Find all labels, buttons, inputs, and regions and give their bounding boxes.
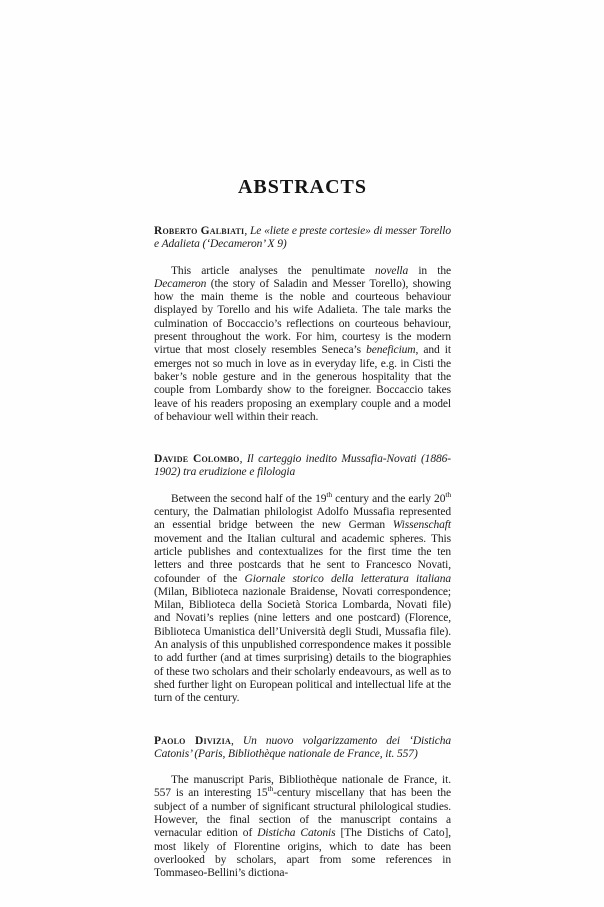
abstract-body: This article analyses the penultimate novella in the Decameron (the story of Saladin and Messer Torello), showing how the main theme is the noble and courteous behaviour displayed by Torello and his wife Adalieta. The tale marks the culmination of Boccaccio’s reflections on courteous behaviour, present throughout the work. For him, courtesy is the modern virtue that most closely resembles Seneca’s beneficium, and it emerges not so much in love as in everyday life, e.g. in Cisti the baker’s noble gesture and in the generous hospitality that the couple from Lombardy show to the foreigner. Boccaccio takes leave of his readers proposing an exemplary couple and a model of behaviour well within their reach.	[154, 264, 452, 423]
abstract-heading-separator: ,	[230, 734, 243, 747]
text-column	[154, 176, 451, 880]
page-title: ABSTRACTS	[237, 176, 368, 198]
abstract-body: The manuscript Paris, Bibliothèque nationale de France, it. 557 is an interesting 15th-century miscellany that has been the subject of a number of significant structural philological studies. However, the final section of the manuscript contains a vernacular edition of Disticha Catonis [The Distichs of Cato], most likely of Florentine origins, which to date has been overlooked by scholars, apart from some references in Tommaseo-Bellini’s dictiona-	[154, 774, 451, 880]
abstract-author: Roberto Galbiati	[154, 225, 245, 237]
abstract-heading	[154, 453, 451, 480]
abstract-heading	[154, 735, 451, 762]
abstract-body: Between the second half of the 19th century and the early 20th century, the Dalmatian philologist Adolfo Mussafia represented an essential bridge between the new German Wissenschaft movement and the Italian cultural and academic spheres. This article publishes and contextualizes for the first time the ten letters and three postcards that he sent to Francesco Novati, cofounder of the Giornale storico della letteratura italiana (Milan, Biblioteca nazionale Braidense, Novati correspondence; Milan, Biblioteca della Società Storica Lombarda, Novati file) and Novati’s replies (nine letters and one postcard) (Florence, Biblioteca Umanistica dell’Università degli Studi, Mussafia file). An analysis of this unpublished correspondence makes it possible to add further (and at times surprising) details to the biographies of these two scholars and their scholarly endeavours, as well as to shed further light on European political and intellectual life at the turn of the century.	[154, 489, 452, 705]
abstract-entry-2	[154, 453, 451, 705]
abstract-author: Davide Colombo	[154, 453, 240, 466]
abstract-title: Le «liete e preste cortesie» di messer Torello e Adalieta (‘Decameron’ X 9)	[154, 225, 451, 251]
abstract-heading	[154, 225, 451, 252]
abstract-entry-1	[154, 225, 451, 424]
abstract-author: Paolo Divizia	[154, 734, 231, 747]
abstract-entry-3	[154, 735, 451, 881]
abstract-title: Il carteggio inedito Mussafia-Novati (1886-1902) tra erudizione e filologia	[154, 453, 451, 479]
abstract-title: Un nuovo volgarizzamento dei ‘Disticha Catonis’ (Paris, Bibliothèque nationale de France, it. 557)	[154, 734, 451, 760]
abstract-heading-separator: ,	[244, 225, 250, 237]
abstract-heading-separator: ,	[239, 453, 247, 466]
